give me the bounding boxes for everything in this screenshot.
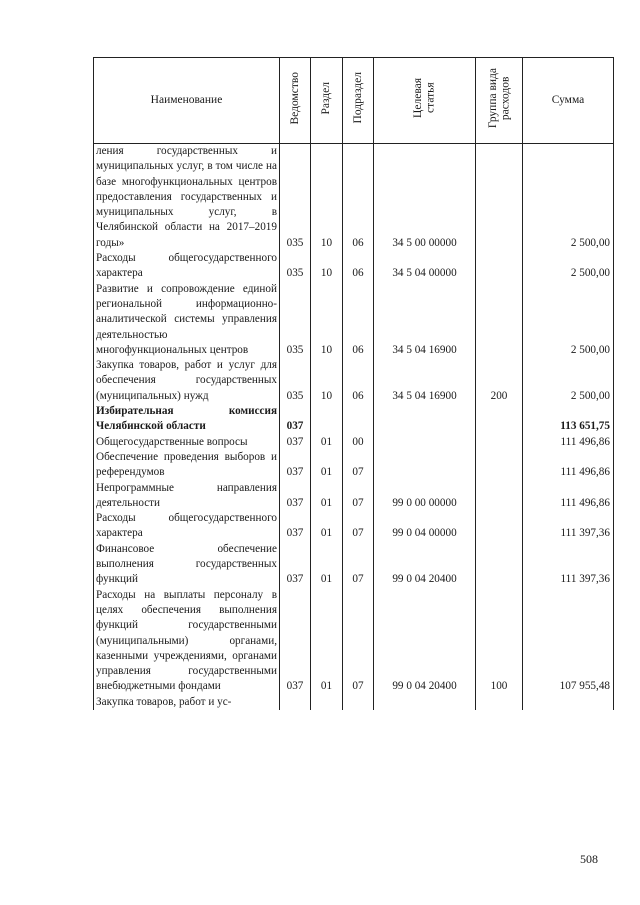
table-header-row bbox=[94, 58, 614, 144]
table-row bbox=[94, 450, 614, 481]
row-group bbox=[476, 542, 523, 588]
budget-table bbox=[93, 57, 614, 710]
header-section bbox=[311, 58, 343, 144]
row-subsection: 07 bbox=[343, 588, 374, 695]
row-sum: 111 496,86 bbox=[523, 481, 614, 512]
row-dept: 037 bbox=[280, 404, 311, 435]
row-group bbox=[476, 251, 523, 282]
row-dept: 037 bbox=[280, 588, 311, 695]
row-sum: 111 397,36 bbox=[523, 511, 614, 542]
row-target: 99 0 00 00000 bbox=[374, 481, 476, 512]
header-dept-label: Ведомство bbox=[288, 71, 301, 125]
row-subsection: 00 bbox=[343, 435, 374, 450]
row-subsection: 07 bbox=[343, 542, 374, 588]
row-dept: 035 bbox=[280, 144, 311, 252]
row-name: Избирательная комиссия Челябинской области bbox=[94, 404, 280, 435]
row-subsection bbox=[343, 695, 374, 710]
row-dept: 037 bbox=[280, 450, 311, 481]
row-name: Общегосударственные вопросы bbox=[94, 435, 280, 450]
row-target: 99 0 04 20400 bbox=[374, 542, 476, 588]
table-row bbox=[94, 695, 614, 710]
row-name: Развитие и сопровождение единой региональной информационно-аналитической системы управления деятельностью многофункциональных центров bbox=[94, 282, 280, 358]
row-target bbox=[374, 450, 476, 481]
table-body bbox=[94, 144, 614, 710]
table-row bbox=[94, 404, 614, 435]
header-sum: Сумма bbox=[523, 58, 614, 144]
row-subsection: 07 bbox=[343, 481, 374, 512]
row-sum: 113 651,75 bbox=[523, 404, 614, 435]
header-target-line2: статья bbox=[424, 82, 437, 114]
budget-page bbox=[93, 57, 613, 710]
row-section: 10 bbox=[311, 144, 343, 252]
row-name: Непрограммные направления деятельности bbox=[94, 481, 280, 512]
row-name: ления государственных и муниципальных услуг, в том числе на базе многофункциональных центров предоставления государственных и муниципальных услуг, в Челябинской области на 2017–2019 годы» bbox=[94, 144, 280, 252]
row-subsection: 06 bbox=[343, 251, 374, 282]
row-group bbox=[476, 695, 523, 710]
row-target bbox=[374, 435, 476, 450]
header-group bbox=[476, 58, 523, 144]
header-group-line1: Группа вида bbox=[486, 67, 499, 128]
header-subsection-label: Подраздел bbox=[351, 72, 364, 124]
row-section: 01 bbox=[311, 542, 343, 588]
row-subsection: 07 bbox=[343, 511, 374, 542]
row-group bbox=[476, 435, 523, 450]
row-subsection bbox=[343, 404, 374, 435]
header-group-line2: расходов bbox=[499, 76, 511, 120]
table-row bbox=[94, 481, 614, 512]
header-target-label bbox=[412, 78, 437, 118]
row-dept: 037 bbox=[280, 481, 311, 512]
row-dept bbox=[280, 695, 311, 710]
row-subsection: 07 bbox=[343, 450, 374, 481]
row-name: Расходы общегосударственного характера bbox=[94, 251, 280, 282]
row-group: 200 bbox=[476, 358, 523, 404]
row-target: 99 0 04 20400 bbox=[374, 588, 476, 695]
row-name: Закупка товаров, работ и услуг для обеспечения государственных (муниципальных) нужд bbox=[94, 358, 280, 404]
row-section: 01 bbox=[311, 588, 343, 695]
row-section: 01 bbox=[311, 481, 343, 512]
table-row bbox=[94, 358, 614, 404]
header-name: Наименование bbox=[94, 58, 280, 144]
header-subsection bbox=[343, 58, 374, 144]
row-target: 34 5 04 00000 bbox=[374, 251, 476, 282]
table-row bbox=[94, 435, 614, 450]
row-dept: 035 bbox=[280, 358, 311, 404]
row-target bbox=[374, 404, 476, 435]
row-sum: 2 500,00 bbox=[523, 282, 614, 358]
row-name: Закупка товаров, работ и ус- bbox=[94, 695, 280, 710]
row-section: 01 bbox=[311, 435, 343, 450]
row-sum: 111 397,36 bbox=[523, 542, 614, 588]
row-sum: 2 500,00 bbox=[523, 358, 614, 404]
row-dept: 037 bbox=[280, 435, 311, 450]
row-target: 34 5 04 16900 bbox=[374, 358, 476, 404]
table-row bbox=[94, 144, 614, 252]
row-dept: 035 bbox=[280, 282, 311, 358]
header-dept bbox=[280, 58, 311, 144]
row-dept: 035 bbox=[280, 251, 311, 282]
row-name: Расходы на выплаты персоналу в целях обеспечения выполнения функций государственными (муниципальными) органами, казенными учреждениями, органами управления государственными внебюджетными фондами bbox=[94, 588, 280, 695]
page-number: 508 bbox=[580, 852, 598, 866]
row-subsection: 06 bbox=[343, 282, 374, 358]
row-group bbox=[476, 144, 523, 252]
row-sum bbox=[523, 695, 614, 710]
header-group-label bbox=[487, 68, 512, 128]
row-group: 100 bbox=[476, 588, 523, 695]
header-target bbox=[374, 58, 476, 144]
row-sum: 111 496,86 bbox=[523, 450, 614, 481]
row-section: 10 bbox=[311, 358, 343, 404]
table-row bbox=[94, 282, 614, 358]
row-group bbox=[476, 404, 523, 435]
row-section bbox=[311, 404, 343, 435]
row-subsection: 06 bbox=[343, 358, 374, 404]
row-group bbox=[476, 450, 523, 481]
table-row bbox=[94, 511, 614, 542]
row-group bbox=[476, 511, 523, 542]
row-target: 99 0 04 00000 bbox=[374, 511, 476, 542]
row-name: Финансовое обеспечение выполнения государственных функций bbox=[94, 542, 280, 588]
row-section bbox=[311, 695, 343, 710]
row-sum: 2 500,00 bbox=[523, 251, 614, 282]
row-target: 34 5 00 00000 bbox=[374, 144, 476, 252]
row-section: 10 bbox=[311, 282, 343, 358]
row-sum: 2 500,00 bbox=[523, 144, 614, 252]
row-name: Расходы общегосударственного характера bbox=[94, 511, 280, 542]
row-section: 01 bbox=[311, 450, 343, 481]
row-group bbox=[476, 282, 523, 358]
table-row bbox=[94, 588, 614, 695]
row-target: 34 5 04 16900 bbox=[374, 282, 476, 358]
header-target-line1: Целевая bbox=[412, 77, 424, 118]
row-target bbox=[374, 695, 476, 710]
row-subsection: 06 bbox=[343, 144, 374, 252]
table-row bbox=[94, 251, 614, 282]
row-dept: 037 bbox=[280, 511, 311, 542]
row-section: 01 bbox=[311, 511, 343, 542]
row-section: 10 bbox=[311, 251, 343, 282]
row-group bbox=[476, 481, 523, 512]
row-sum: 107 955,48 bbox=[523, 588, 614, 695]
row-sum: 111 496,86 bbox=[523, 435, 614, 450]
row-name: Обеспечение проведения выборов и референдумов bbox=[94, 450, 280, 481]
table-row bbox=[94, 542, 614, 588]
row-dept: 037 bbox=[280, 542, 311, 588]
header-section-label: Раздел bbox=[320, 81, 332, 115]
